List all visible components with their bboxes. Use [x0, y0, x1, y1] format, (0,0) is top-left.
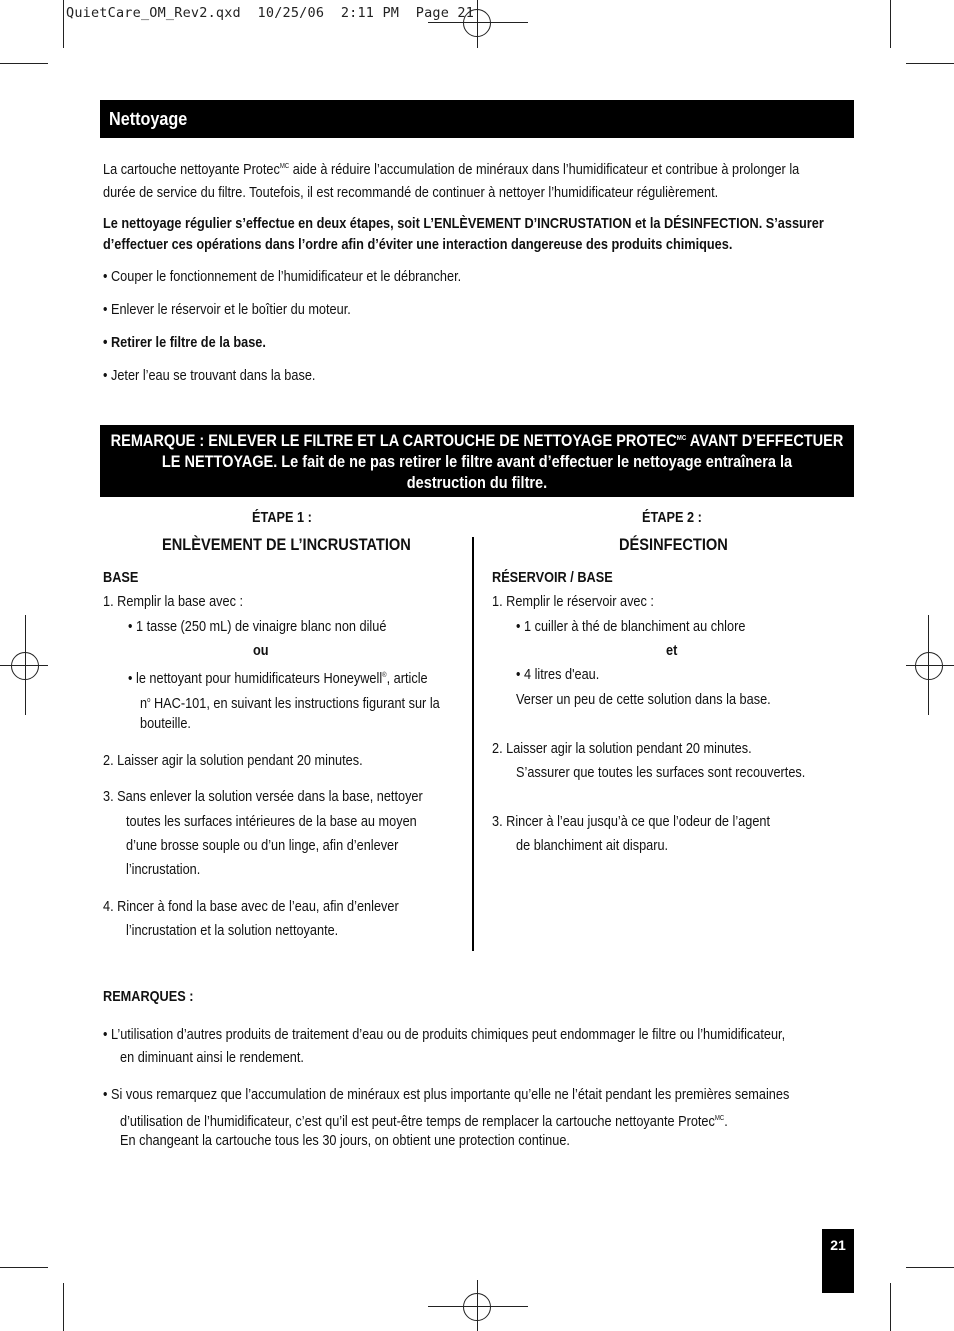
- step2-label: ÉTAPE 2 :: [642, 510, 702, 526]
- warning-line: destruction du filtre.: [406, 474, 548, 492]
- step1-item: 4. Rincer à fond la base avec de l’eau, afin d’enlever: [103, 899, 399, 915]
- step1-subitem-text: • le nettoyant pour humidificateurs Honeywell: [128, 671, 383, 687]
- registration-line: [477, 0, 478, 48]
- bold-note: [103, 214, 824, 256]
- warning-line: [99, 428, 854, 452]
- step2-item: de blanchiment ait disparu.: [516, 838, 669, 854]
- step1-item: 2. Laisser agir la solution pendant 20 minutes.: [103, 753, 363, 769]
- step1-subitem-text: n: [140, 696, 148, 712]
- step1-subitem: [128, 664, 428, 691]
- crop-mark: [63, 1283, 64, 1331]
- step2-item: 1. Remplir le réservoir avec :: [492, 594, 654, 610]
- step1-subitem-text: , article: [386, 671, 428, 687]
- step2-item: 2. Laisser agir la solution pendant 20 minutes.: [492, 741, 752, 757]
- intro-paragraph: [103, 155, 799, 205]
- step2-subitem: • 4 litres d'eau.: [516, 667, 600, 683]
- bullet-item: • Enlever le réservoir et le boîtier du moteur.: [103, 302, 351, 318]
- step2-subheading: RÉSERVOIR / BASE: [492, 570, 613, 586]
- step2-subitem: • 1 cuiller à thé de blanchiment au chlore: [516, 619, 746, 635]
- warning-text: AVANT D’EFFECTUER: [686, 432, 844, 450]
- crop-mark: [0, 1267, 48, 1268]
- bullet-item: • Jeter l’eau se trouvant dans la base.: [103, 368, 316, 384]
- step1-subitem-text: HAC-101, en suivant les instructions figurant sur la: [150, 696, 440, 712]
- crop-mark: [0, 63, 48, 64]
- remark-item: • Si vous remarquez que l’accumulation de minéraux est plus importante qu’elle ne l’était pendant les premières semaines: [103, 1087, 790, 1103]
- bullet-item: • Retirer le filtre de la base.: [103, 335, 266, 351]
- crop-mark: [906, 63, 954, 64]
- column-divider: [472, 537, 474, 951]
- intro-text: aide à réduire l’accumulation de minéraux dans l’humidificateur et contribue à prolonger la: [289, 162, 800, 178]
- registration-line: [428, 22, 528, 23]
- remark-item: • L’utilisation d’autres produits de traitement d’eau ou de produits chimiques peut endommager le filtre ou l’humidificateur,: [103, 1027, 786, 1043]
- step1-item: 1. Remplir la base avec :: [103, 594, 244, 610]
- section-title: [100, 100, 854, 138]
- crop-mark: [890, 1283, 891, 1331]
- step1-item: toutes les surfaces intérieures de la base au moyen: [126, 814, 417, 830]
- remark-text: d’utilisation de l’humidificateur, c’est qu’il est peut-être temps de remplacer la cartouche nettoyante Protec: [120, 1114, 715, 1130]
- section-title-text: Nettoyage: [109, 109, 188, 129]
- intro-line-1: [103, 155, 799, 182]
- bold-note-line: Le nettoyage régulier s’effectue en deux étapes, soit L’ENLÈVEMENT D’INCRUSTATION et la DÉSINFECTION. S’assurer: [103, 216, 824, 232]
- warning-text: REMARQUE : ENLEVER LE FILTRE ET LA CARTOUCHE DE NETTOYAGE PROTEC: [110, 432, 677, 450]
- registration-line: [906, 665, 954, 666]
- step1-subitem: bouteille.: [140, 716, 191, 732]
- step2-subitem: Verser un peu de cette solution dans la base.: [516, 692, 771, 708]
- crop-mark: [906, 1267, 954, 1268]
- step1-item: l’incrustation et la solution nettoyante.: [126, 923, 339, 939]
- registered-sup: ®: [382, 672, 387, 679]
- step1-item: 3. Sans enlever la solution versée dans la base, nettoyer: [103, 789, 423, 805]
- remark-item: En changeant la cartouche tous les 30 jours, on obtient une protection continue.: [120, 1133, 570, 1149]
- step1-label: ÉTAPE 1 :: [252, 510, 312, 526]
- step1-subitem: • 1 tasse (250 mL) de vinaigre blanc non dilué: [128, 619, 387, 635]
- registration-line: [428, 1306, 528, 1307]
- warning-line: LE NETTOYAGE. Le fait de ne pas retirer le filtre avant d’effectuer le nettoyage entraînera la: [161, 453, 793, 471]
- trademark-sup: MC: [714, 1115, 725, 1122]
- intro-text: La cartouche nettoyante Protec: [103, 162, 280, 178]
- trademark-sup: MC: [676, 435, 687, 442]
- step2-item: 3. Rincer à l’eau jusqu’à ce que l’odeur de l’agent: [492, 814, 771, 830]
- step1-item: d’une brosse souple ou d’un linge, afin d’enlever: [126, 838, 399, 854]
- numero-sup: o: [147, 697, 151, 704]
- step2-title: DÉSINFECTION: [619, 535, 728, 554]
- page-number: 21: [822, 1229, 854, 1293]
- step1-or: ou: [253, 643, 269, 659]
- step1-item: l’incrustation.: [126, 862, 201, 878]
- bullet-item: • Couper le fonctionnement de l’humidificateur et le débrancher.: [103, 269, 462, 285]
- crop-mark: [63, 0, 64, 48]
- bold-note-line: d’effectuer ces opérations dans l’ordre afin d’éviter une interaction dangereuse des produits chimiques.: [103, 237, 733, 253]
- remark-text: .: [724, 1114, 728, 1130]
- intro-line-2: durée de service du filtre. Toutefois, il est recommandé de continuer à nettoyer l’humidificateur régulièrement.: [103, 185, 719, 201]
- step1-subitem: [140, 689, 440, 716]
- step2-item: S’assurer que toutes les surfaces sont recouvertes.: [516, 765, 806, 781]
- step1-subheading: BASE: [103, 570, 139, 586]
- remarks-title: REMARQUES :: [103, 989, 194, 1005]
- print-slug: QuietCare_OM_Rev2.qxd 10/25/06 2:11 PM Page 21: [66, 5, 475, 21]
- registration-line: [0, 665, 48, 666]
- trademark-sup: MC: [279, 163, 290, 170]
- step2-and: et: [666, 643, 678, 659]
- warning-banner: [100, 425, 854, 497]
- step1-title: ENLÈVEMENT DE L’INCRUSTATION: [162, 535, 411, 554]
- remark-item: en diminuant ainsi le rendement.: [120, 1050, 304, 1066]
- registration-mark-icon: [915, 652, 943, 680]
- crop-mark: [890, 0, 891, 48]
